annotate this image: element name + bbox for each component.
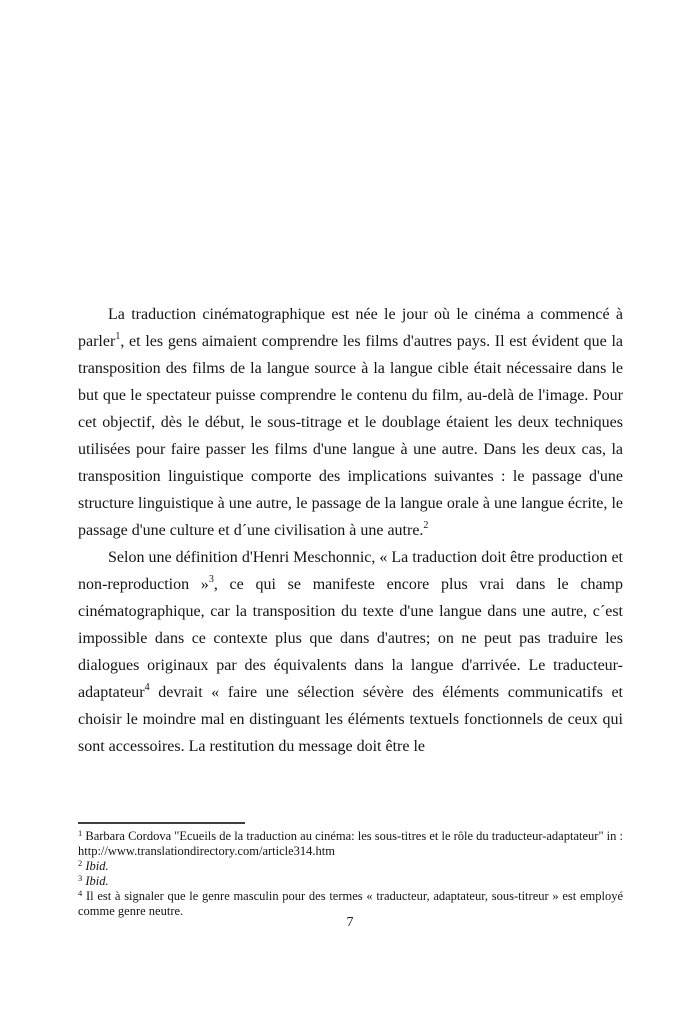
footnote-2: [78, 859, 623, 874]
footnote-ref-1: 1: [115, 331, 121, 342]
footnote-url: http://www.translationdirectory.com/article314.htm: [78, 844, 335, 858]
text-segment: La traduction cinématographique est née le jour où le cinéma a commencé à parler: [78, 306, 623, 350]
text-segment: devrait « faire une sélection sévère des éléments communicatifs et choisir le moindre mal en distinguant les éléments textuels fonctionnels de ceux qui sont accessoires. La restitution du message doit être le: [78, 684, 623, 755]
footnote-marker: 1: [78, 828, 83, 838]
paragraph-2: [78, 544, 623, 760]
text-segment: , ce qui se manifeste encore plus vrai dans le champ cinématographique, car la transposition du texte d'une langue dans une autre, c´est impossible dans ce contexte plus que dans d'autres; on ne peut pas traduire les dialogues originaux par des équivalents dans la langue d'arrivée. Le traducteur-adaptateur: [78, 576, 624, 701]
text-segment: Selon une définition d'Henri Meschonnic, « La traduction doit être production et non-reproduction »: [78, 549, 623, 593]
page-number: 7: [346, 915, 354, 930]
footnote-marker: 3: [78, 873, 83, 883]
footnote-marker: 4: [78, 888, 83, 898]
footnote-text: Ibid.: [85, 874, 109, 888]
footnote-text: Ibid.: [85, 859, 109, 873]
footnote-marker: 2: [78, 858, 83, 868]
footnote-ref-2: 2: [423, 520, 429, 531]
paragraph-1: [78, 301, 623, 544]
footnote-1: [78, 829, 623, 859]
text-segment: , et les gens aimaient comprendre les films d'autres pays. Il est évident que la transposition des films de la langue source à la langue cible était nécessaire dans le but que le spectateur puisse comprendre le contenu du film, au-delà de l'image. Pour cet objectif, dès le début, le sous-titrage et le doublage étaient les deux techniques utilisées pour faire passer les films d'une langue à une autre. Dans les deux cas, la transposition linguistique comporte des implications suivantes : le passage d'une structure linguistique à une autre, le passage de la langue orale à une langue écrite, le passage d'une culture et d´une civilisation à une autre.: [78, 333, 623, 539]
footnote-text: Barbara Cordova "Ecueils de la traduction au cinéma: les sous-titres et le rôle du traducteur-adaptateur" in :: [82, 829, 623, 843]
footnote-ref-3: 3: [208, 574, 214, 585]
footnote-separator-rule: [78, 822, 245, 824]
body-text: [78, 301, 623, 760]
footnote-area: [78, 822, 623, 919]
footnote-3: [78, 874, 623, 889]
footnote-ref-4: 4: [144, 682, 150, 693]
footnote-text: Il est à signaler que le genre masculin pour des termes « traducteur, adaptateur, sous-titreur » est employé comme genre neutre.: [78, 889, 623, 918]
